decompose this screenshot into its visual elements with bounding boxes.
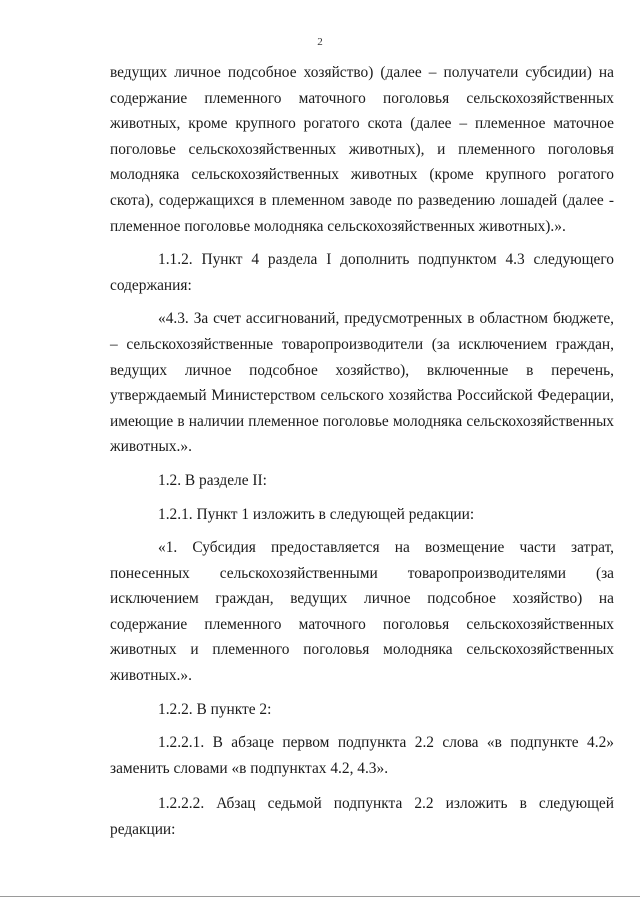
paragraph-1-2-2: 1.2.2. В пункте 2: xyxy=(158,700,272,718)
page-number: 2 xyxy=(317,36,323,48)
paragraph-subsidy-quote: «1. Субсидия предоставляется на возмещение части затрат, понесенных сельскохозяйственными товаропроизводителями (за исключением граждан, ведущих личное подсобное хозяйство) на содержание племенного маточного поголовья сельскохозяйственных животных и племенного поголовья молодняка сельскохозяйственных животных.». xyxy=(110,539,614,685)
paragraph-1-2-2-2: 1.2.2.2. Абзац седьмой подпункта 2.2 изложить в следующей редакции: xyxy=(110,795,614,839)
document-body xyxy=(110,60,614,843)
paragraph-1-2-2-1: 1.2.2.1. В абзаце первом подпункта 2.2 слова «в подпункте 4.2» заменить словами «в подпунктах 4.2, 4.3». xyxy=(110,734,614,777)
paragraph-1-1-2: 1.1.2. Пункт 4 раздела I дополнить подпунктом 4.3 следующего содержания: xyxy=(110,251,614,294)
paragraph-1-2-1: 1.2.1. Пункт 1 изложить в следующей редакции: xyxy=(158,505,475,523)
paragraph-continuation: ведущих личное подсобное хозяйство) (далее – получатели субсидии) на содержание племенного маточного поголовья сельскохозяйственных животных, кроме крупного рогатого скота (далее – племенное маточное поголовье сельскохозяйственных животных), и племенного поголовья молодняка сельскохозяйственных животных (кроме крупного рогатого скота), содержащихся в племенном заводе по разведению лошадей (далее - племенное поголовье молодняка сельскохозяйственных животных).». xyxy=(110,64,614,235)
scan-edge-line xyxy=(0,896,640,897)
paragraph-4-3-quote: «4.3. За счет ассигнований, предусмотренных в областном бюджете, – сельскохозяйственные товаропроизводители (за исключением граждан, ведущих личное подсобное хозяйство), включенные в перечень, утверждаемый Министерством сельского хозяйства Российской Федерации, имеющие в наличии племенное поголовье молодняка сельскохозяйственных животных.». xyxy=(110,310,614,456)
paragraph-1-2: 1.2. В разделе II: xyxy=(158,471,267,489)
